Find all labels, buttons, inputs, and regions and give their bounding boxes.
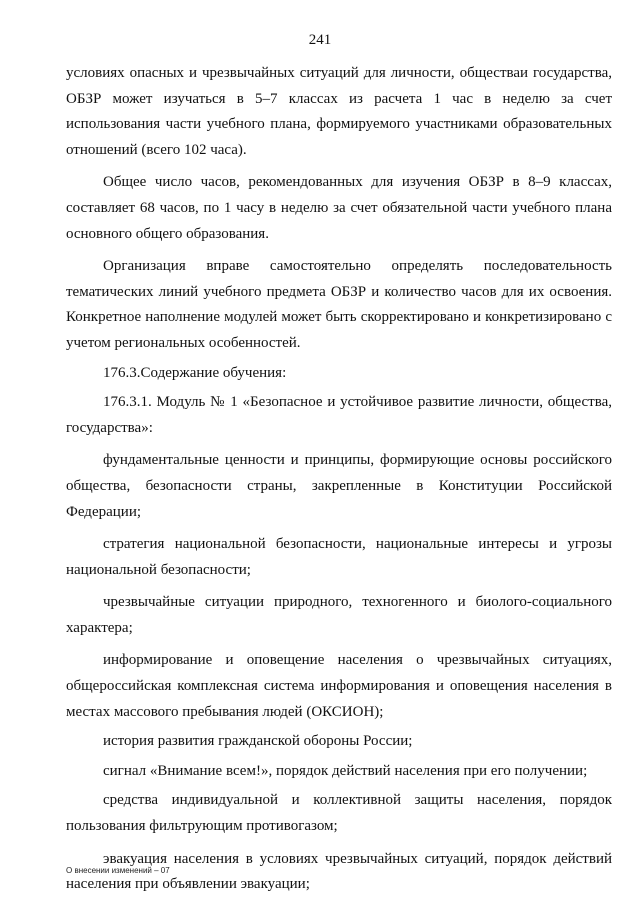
module-heading: 176.3.1. Модуль № 1 «Безопасное и устойчивое развитие личности, общества, государства»:	[66, 394, 612, 436]
document-body	[66, 61, 612, 898]
footer-note: О внесении изменений – 07	[66, 866, 170, 875]
section-heading-content: 176.3.Содержание обучения:	[103, 364, 287, 381]
paragraph-continuation: условиях опасных и чрезвычайных ситуаций для личности, обществаи государства, ОБЗР может изучаться в 5–7 классах из расчета 1 час в неделю за счет использования части учебного плана, формируемого участниками образовательных отношений (всего 102 часа).	[66, 65, 612, 158]
list-item: эвакуация населения в условиях чрезвычайных ситуаций, порядок действий населения при объявлении эвакуации;	[66, 850, 612, 893]
page-number: 241	[308, 32, 332, 48]
list-item: фундаментальные ценности и принципы, формирующие основы российского общества, безопасности страны, закрепленные в Конституции Российской Федерации;	[66, 452, 612, 520]
list-item: средства индивидуальной и коллективной защиты населения, порядок пользования фильтрующим противогазом;	[66, 792, 612, 835]
paragraph-hours-8-9: Общее число часов, рекомендованных для изучения ОБЗР в 8–9 классах, составляет 68 часов, по 1 часу в неделю за счет обязательной части учебного плана основного общего образования.	[66, 174, 612, 242]
list-item: история развития гражданской обороны России;	[103, 733, 413, 750]
list-item: чрезвычайные ситуации природного, техногенного и биолого-социального характера;	[66, 594, 612, 636]
list-item: информирование и оповещение населения о чрезвычайных ситуациях, общероссийская комплексная система информирования и оповещения населения в местах массового пребывания людей (ОКСИОН);	[66, 652, 612, 720]
list-item: стратегия национальной безопасности, национальные интересы и угрозы национальной безопасности;	[66, 536, 612, 578]
paragraph-organization: Организация вправе самостоятельно определять последовательность тематических линий учебного предмета ОБЗР и количество часов для их освоения. Конкретное наполнение модулей может быть скорректировано и конкретизировано с учетом региональных особенностей.	[66, 258, 612, 351]
list-item: сигнал «Внимание всем!», порядок действий населения при его получении;	[103, 762, 588, 779]
